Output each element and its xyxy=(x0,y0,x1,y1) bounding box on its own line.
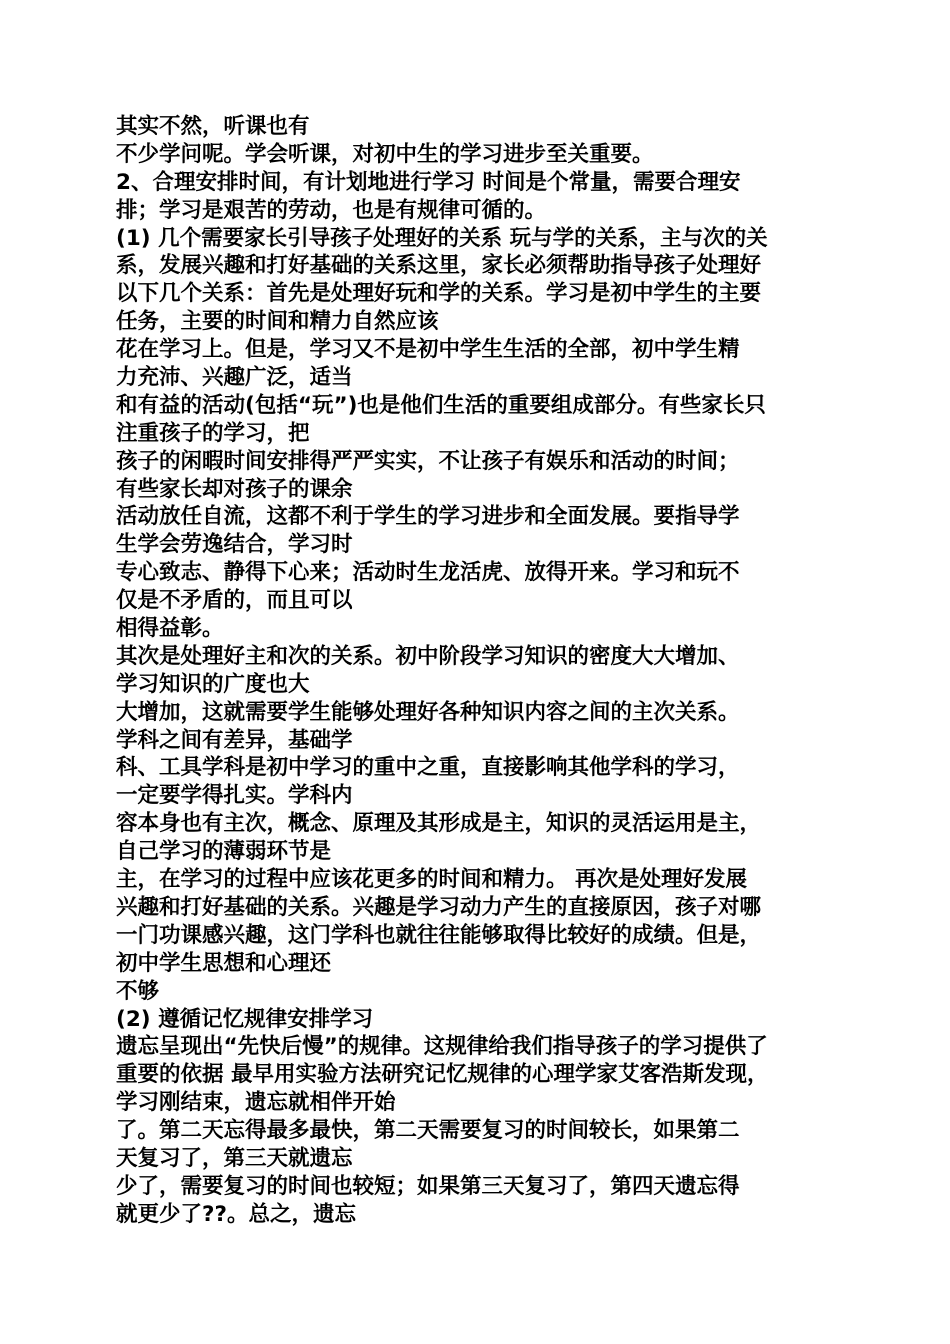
text-line: 孩子的闲暇时间安排得严严实实，不让孩子有娱乐和活动的时间； xyxy=(116,448,740,474)
text-line: 学科之间有差异，基础学 xyxy=(116,727,353,753)
text-line: 生学会劳逸结合，学习时 xyxy=(116,532,353,558)
text-line: 专心致志、静得下心来；活动时生龙活虎、放得开来。学习和玩不 xyxy=(116,560,740,586)
text-line: (2) 遵循记忆规律安排学习 xyxy=(116,1006,374,1032)
text-line: 少了，需要复习的时间也较短；如果第三天复习了，第四天遗忘得 xyxy=(116,1173,740,1199)
text-line: 兴趣和打好基础的关系。兴趣是学习动力产生的直接原因，孩子对哪 xyxy=(116,894,762,920)
text-line: 学习知识的广度也大 xyxy=(116,671,310,697)
text-line: 和有益的活动(包括“玩”)也是他们生活的重要组成部分。有些家长只 xyxy=(116,392,766,418)
text-line: 遗忘呈现出“先快后慢”的规律。这规律给我们指导孩子的学习提供了 xyxy=(116,1034,768,1060)
text-line: 其实不然，听课也有 xyxy=(116,114,310,139)
text-line: 相得益彰。 xyxy=(116,616,224,642)
text-line: 自己学习的薄弱环节是 xyxy=(116,839,332,865)
text-line: 注重孩子的学习，把 xyxy=(116,420,310,446)
text-line: 容本身也有主次，概念、原理及其形成是主，知识的灵活运用是主， xyxy=(116,811,762,837)
text-line: 有些家长却对孩子的课余 xyxy=(116,476,353,502)
text-line: 以下几个关系：首先是处理好玩和学的关系。学习是初中学生的主要 xyxy=(116,281,762,307)
text-line: 大增加，这就需要学生能够处理好各种知识内容之间的主次关系。 xyxy=(116,699,740,725)
text-line: 排；学习是艰苦的劳动，也是有规律可循的。 xyxy=(116,197,547,223)
text-line: 力充沛、兴趣广泛，适当 xyxy=(116,365,353,391)
text-line: 一门功课感兴趣，这门学科也就往往能够取得比较好的成绩。但是， xyxy=(116,922,762,948)
text-line: 系，发展兴趣和打好基础的关系这里，家长必须帮助指导孩子处理好 xyxy=(116,253,762,279)
text-line: 花在学习上。但是，学习又不是初中学生生活的全部，初中学生精 xyxy=(116,337,740,363)
text-line: 重要的依据 最早用实验方法研究记忆规律的心理学家艾客浩斯发现， xyxy=(116,1062,769,1088)
text-line: 天复习了，第三天就遗忘 xyxy=(116,1145,353,1171)
text-line: 任务，主要的时间和精力自然应该 xyxy=(116,309,439,335)
text-line: 一定要学得扎实。学科内 xyxy=(116,783,353,809)
text-line: 初中学生思想和心理还 xyxy=(116,950,332,976)
text-line: 主，在学习的过程中应该花更多的时间和精力。 再次是处理好发展 xyxy=(116,867,747,893)
text-line: 不少学问呢。学会听课，对初中生的学习进步至关重要。 xyxy=(116,141,654,167)
text-line: 其次是处理好主和次的关系。初中阶段学习知识的密度大大增加、 xyxy=(116,643,740,669)
text-line: (1) 几个需要家长引导孩子处理好的关系 玩与学的关系，主与次的关 xyxy=(116,225,768,251)
text-line: 不够 xyxy=(116,978,160,1004)
text-line: 科、工具学科是初中学习的重中之重，直接影响其他学科的学习， xyxy=(116,755,740,781)
text-line: 就更少了??。总之，遗忘 xyxy=(116,1201,356,1227)
text-line: 仅是不矛盾的，而且可以 xyxy=(116,588,353,614)
body-text xyxy=(116,113,840,1229)
text-line: 2、合理安排时间，有计划地进行学习 时间是个常量，需要合理安 xyxy=(116,169,741,195)
text-line: 学习刚结束，遗忘就相伴开始 xyxy=(116,1090,396,1116)
text-line: 活动放任自流，这都不利于学生的学习进步和全面发展。要指导学 xyxy=(116,504,740,530)
text-line: 了。第二天忘得最多最快，第二天需要复习的时间较长，如果第二 xyxy=(116,1118,740,1144)
